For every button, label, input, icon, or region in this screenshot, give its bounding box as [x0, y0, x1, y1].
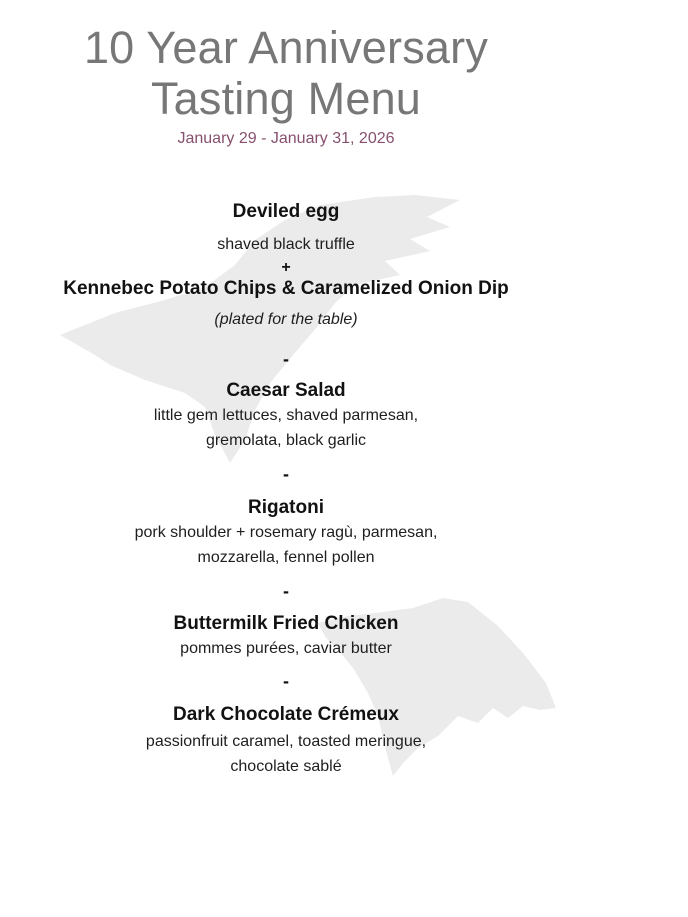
course-deviled-egg	[0, 200, 572, 257]
course-chocolate-cremeux	[0, 703, 572, 779]
course-fried-chicken	[0, 612, 572, 661]
course-name: Deviled egg	[232, 201, 340, 222]
course-note: (plated for the table)	[214, 311, 358, 328]
course-name: Rigatoni	[248, 497, 324, 518]
course-description: passionfruit caramel, toasted meringue,	[145, 733, 427, 750]
title-line-2: Tasting Menu	[150, 73, 422, 124]
course-description: pork shoulder + rosemary ragù, parmesan,	[134, 524, 438, 541]
dash-separator: -	[283, 671, 289, 691]
page-title	[0, 22, 572, 124]
menu-header	[0, 22, 572, 148]
dash-separator: -	[283, 349, 289, 369]
menu-courses	[0, 200, 572, 779]
course-caesar-salad	[0, 379, 572, 453]
dash-separator: -	[283, 464, 289, 484]
event-dates: January 29 - January 31, 2026	[177, 130, 395, 147]
course-name: Kennebec Potato Chips & Caramelized Onion Dip	[63, 278, 509, 299]
title-line-1: 10 Year Anniversary	[83, 22, 489, 73]
course-potato-chips	[0, 277, 572, 332]
course-description: little gem lettuces, shaved parmesan,	[153, 407, 419, 424]
course-description: gremolata, black garlic	[205, 432, 367, 449]
course-name: Dark Chocolate Crémeux	[173, 704, 399, 725]
plus-separator: +	[281, 259, 291, 276]
course-description: shaved black truffle	[217, 236, 355, 253]
course-description: pommes purées, caviar butter	[180, 640, 392, 657]
dash-separator: -	[283, 581, 289, 601]
course-description: chocolate sablé	[230, 758, 342, 775]
course-name: Buttermilk Fried Chicken	[173, 613, 399, 634]
course-name: Caesar Salad	[226, 380, 346, 401]
course-rigatoni	[0, 496, 572, 570]
course-description: mozzarella, fennel pollen	[197, 549, 375, 566]
